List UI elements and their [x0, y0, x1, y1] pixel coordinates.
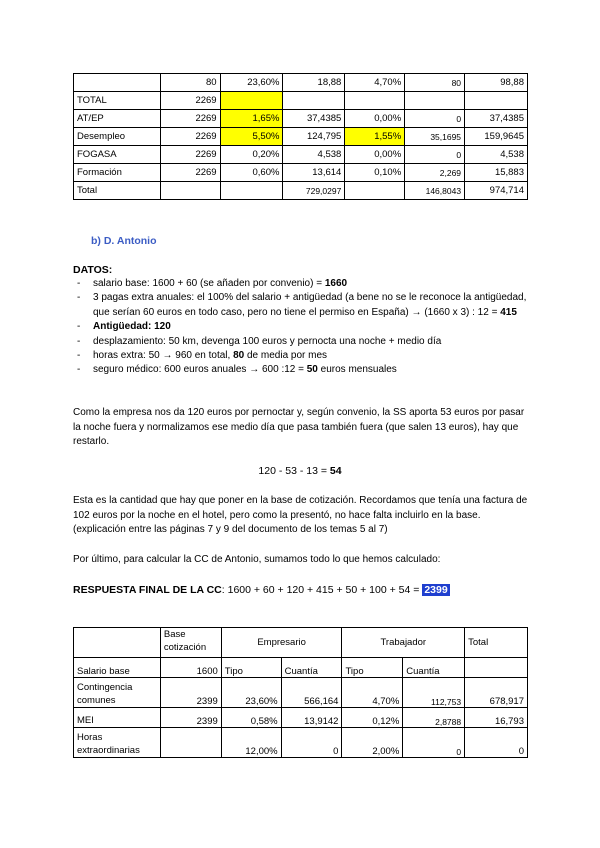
table-cell: 0: [405, 110, 465, 128]
paragraph-ultimo: Por último, para calcular la CC de Antonio, sumamos todo lo que hemos calculado:: [73, 554, 441, 565]
table-row: [74, 128, 528, 146]
table-cell: Contingencia comunes: [74, 678, 161, 708]
table-cell: 37,4385: [283, 110, 345, 128]
contribution-table-1: [73, 73, 528, 200]
datos-list: [73, 277, 528, 378]
header-empresario: Empresario: [221, 628, 342, 658]
final-result-highlight: 2399: [424, 584, 448, 596]
table-row: [74, 146, 528, 164]
table-cell: 12,00%: [221, 728, 281, 758]
table-row: [74, 708, 528, 728]
table-cell: 2399: [160, 708, 221, 728]
table-cell: 0,10%: [345, 164, 405, 182]
table-cell: TOTAL: [74, 92, 161, 110]
table-cell: 2,00%: [342, 728, 403, 758]
table-cell: [405, 92, 465, 110]
table-cell: 4,538: [283, 146, 345, 164]
table-row: [74, 164, 528, 182]
list-item: - 3 pagas extra anuales: el 100% del salario + antigüedad (a bene no se le reconoce la antigüedad, que serían 60 euros en todo caso, pero no tiene el permiso en España) → (1660 x 3) : 12 = 415: [73, 291, 528, 320]
table-cell: [220, 92, 283, 110]
table-cell: [345, 182, 405, 200]
table-cell: [465, 92, 528, 110]
table-cell: [283, 92, 345, 110]
table-row: [74, 182, 528, 200]
table-cell: 0,00%: [345, 110, 405, 128]
table-cell: 0,58%: [221, 708, 281, 728]
table-row: [74, 110, 528, 128]
table-cell: 0: [281, 728, 342, 758]
table-cell: 0: [465, 728, 528, 758]
table-cell: 729,0297: [283, 182, 345, 200]
table-cell: 0: [405, 146, 465, 164]
list-item: - horas extra: 50 → 960 en total, 80 de media por mes: [73, 349, 528, 363]
table-cell: 80: [405, 74, 465, 92]
subheader-tipo: Tipo: [221, 658, 281, 678]
table-cell: 4,538: [465, 146, 528, 164]
table-cell: 98,88: [465, 74, 528, 92]
paragraph-base-cotizacion: Esta es la cantidad que hay que poner en la base de cotización. Recordamos que tenía una factura de 102 euros por la noche en el hotel, pero como la presentó, no hace falta incluirlo en la base. (explicación entre las páginas 7 y 9 del documento de los temas 5 al 7): [73, 495, 528, 535]
table-cell: 2,269: [405, 164, 465, 182]
table-cell: 2269: [160, 92, 220, 110]
table-cell: 2,8788: [403, 708, 465, 728]
header-trabajador: Trabajador: [342, 628, 465, 658]
table-cell: FOGASA: [74, 146, 161, 164]
table-cell: 18,88: [283, 74, 345, 92]
table-cell: 23,60%: [220, 74, 283, 92]
table-cell: 112,753: [403, 678, 465, 708]
list-item: - desplazamiento: 50 km, devenga 100 euros y pernocta una noche + medio día: [73, 335, 528, 349]
table-cell: 0,60%: [220, 164, 283, 182]
table-cell: Formación: [74, 164, 161, 182]
table-row: [74, 728, 528, 758]
table-cell: 23,60%: [221, 678, 281, 708]
table-cell: 1,55%: [345, 128, 405, 146]
table-cell: [74, 74, 161, 92]
table-cell: 13,614: [283, 164, 345, 182]
table-row: [74, 74, 528, 92]
list-item: - seguro médico: 600 euros anuales → 600 :12 = 50 euros mensuales: [73, 363, 528, 377]
table-cell: 146,8043: [405, 182, 465, 200]
table-cell: 35,1695: [405, 128, 465, 146]
subheader-cuantia: Cuantía: [281, 658, 342, 678]
table-cell: [220, 182, 283, 200]
header-base-cotizacion: Base cotización: [160, 628, 221, 658]
table-cell: [160, 182, 220, 200]
table-cell: 4,70%: [342, 678, 403, 708]
table-cell: 1,65%: [220, 110, 283, 128]
table-row: [74, 678, 528, 708]
table-cell: 16,793: [465, 708, 528, 728]
list-item: - Antigüedad: 120: [73, 320, 528, 334]
table-cell: 0,12%: [342, 708, 403, 728]
subheader-cuantia: Cuantía: [403, 658, 465, 678]
table-cell: 2269: [160, 146, 220, 164]
table-cell: Horas extraordinarias: [74, 728, 161, 758]
final-answer: RESPUESTA FINAL DE LA CC: 1600 + 60 + 120 + 415 + 50 + 100 + 54 = 2399: [73, 584, 448, 596]
paragraph-pernocta: Como la empresa nos da 120 euros por pernoctar y, según convenio, la SS aporta 53 euros por pasar la noche fuera y normalizamos ese medio día que pasa también fuera (que salen 13 euros), hay que restarlo.: [73, 407, 525, 447]
table-cell: MEI: [74, 708, 161, 728]
table-cell: 0,20%: [220, 146, 283, 164]
table-cell: 80: [160, 74, 220, 92]
table-cell: 2269: [160, 128, 220, 146]
table-cell: 5,50%: [220, 128, 283, 146]
table-cell: 4,70%: [345, 74, 405, 92]
table-cell: 566,164: [281, 678, 342, 708]
table-cell: 37,4385: [465, 110, 528, 128]
datos-label: DATOS:: [73, 264, 113, 276]
salario-base-label: Salario base: [74, 658, 161, 678]
table-cell: 2269: [160, 164, 220, 182]
table-cell: 974,714: [465, 182, 528, 200]
table-cell: 678,917: [465, 678, 528, 708]
table-cell: Desempleo: [74, 128, 161, 146]
table-cell: 13,9142: [281, 708, 342, 728]
salario-base-value: 1600: [160, 658, 221, 678]
table-cell: 0,00%: [345, 146, 405, 164]
table-cell: 124,795: [283, 128, 345, 146]
table-cell: 2269: [160, 110, 220, 128]
table-cell: 15,883: [465, 164, 528, 182]
table-row: [74, 92, 528, 110]
table-cell: AT/EP: [74, 110, 161, 128]
table-cell: 159,9645: [465, 128, 528, 146]
header-total: Total: [465, 628, 528, 658]
table-cell: 0: [403, 728, 465, 758]
section-heading: b) D. Antonio: [91, 235, 157, 247]
table-cell: Total: [74, 182, 161, 200]
contribution-table-2: [73, 627, 528, 758]
formula: 120 - 53 - 13 = 54: [258, 465, 342, 477]
table-cell: [160, 728, 221, 758]
table-cell: 2399: [160, 678, 221, 708]
table-cell: [345, 92, 405, 110]
subheader-tipo: Tipo: [342, 658, 403, 678]
list-item: - salario base: 1600 + 60 (se añaden por convenio) = 1660: [73, 277, 528, 291]
